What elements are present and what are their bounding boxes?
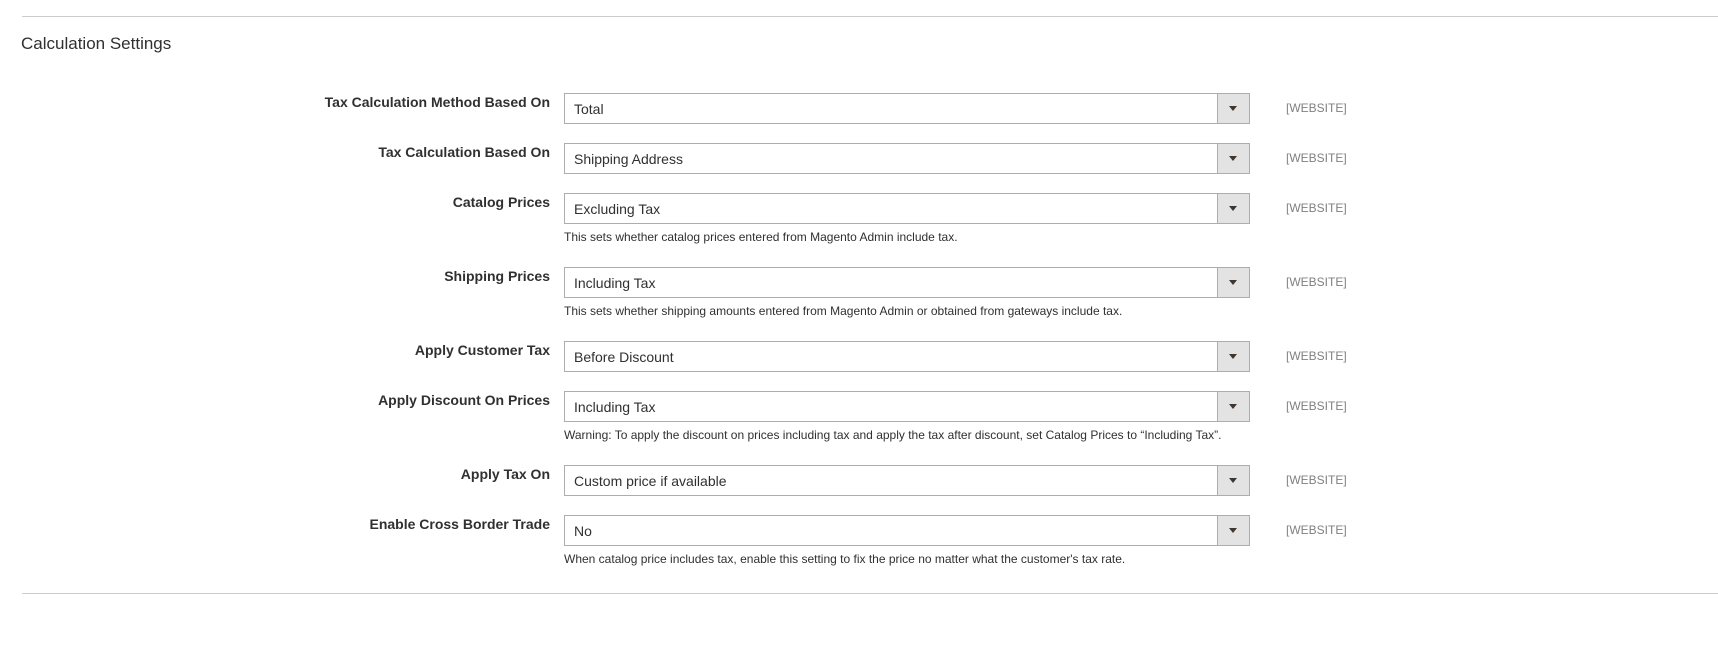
dropdown-button[interactable] [1217, 94, 1249, 123]
setting-row [0, 515, 1718, 566]
selected-value: Custom price if available [574, 473, 727, 489]
setting-select[interactable] [564, 465, 1250, 496]
setting-label: Tax Calculation Based On [378, 144, 550, 160]
scope-label: [WEBSITE] [1286, 523, 1347, 537]
dropdown-button[interactable] [1217, 268, 1249, 297]
setting-note: This sets whether shipping amounts entered from Magento Admin or obtained from gateways include tax. [564, 304, 1123, 318]
selected-value: No [574, 523, 592, 539]
setting-row [0, 341, 1718, 372]
setting-row [0, 143, 1718, 174]
bottom-divider [22, 593, 1718, 594]
selected-value: Including Tax [574, 399, 656, 415]
setting-select[interactable] [564, 193, 1250, 224]
setting-note: This sets whether catalog prices entered from Magento Admin include tax. [564, 230, 958, 244]
scope-label: [WEBSITE] [1286, 201, 1347, 215]
dropdown-button[interactable] [1217, 342, 1249, 371]
setting-row [0, 267, 1718, 318]
setting-label: Tax Calculation Method Based On [324, 94, 550, 110]
setting-select[interactable] [564, 341, 1250, 372]
chevron-down-icon [1229, 106, 1237, 111]
chevron-down-icon [1229, 206, 1237, 211]
settings-form [0, 93, 1718, 589]
dropdown-button[interactable] [1217, 466, 1249, 495]
selected-value: Including Tax [574, 275, 656, 291]
setting-label: Enable Cross Border Trade [369, 516, 550, 532]
setting-select[interactable] [564, 267, 1250, 298]
section-title[interactable]: Calculation Settings [21, 34, 172, 53]
setting-label: Apply Discount On Prices [378, 392, 550, 408]
dropdown-button[interactable] [1217, 144, 1249, 173]
top-divider [22, 16, 1718, 17]
setting-label: Apply Customer Tax [414, 342, 550, 358]
chevron-down-icon [1229, 354, 1237, 359]
setting-row [0, 193, 1718, 244]
selected-value: Before Discount [574, 349, 674, 365]
setting-row [0, 93, 1718, 124]
selected-value: Excluding Tax [574, 201, 661, 217]
setting-row [0, 391, 1718, 442]
chevron-down-icon [1229, 478, 1237, 483]
setting-label: Shipping Prices [444, 268, 550, 284]
scope-label: [WEBSITE] [1286, 151, 1347, 165]
selected-value: Total [574, 101, 604, 117]
setting-select[interactable] [564, 391, 1250, 422]
scope-label: [WEBSITE] [1286, 399, 1347, 413]
scope-label: [WEBSITE] [1286, 275, 1347, 289]
setting-select[interactable] [564, 143, 1250, 174]
setting-note: When catalog price includes tax, enable this setting to fix the price no matter what the customer's tax rate. [564, 552, 1126, 566]
setting-label: Catalog Prices [452, 194, 550, 210]
setting-select[interactable] [564, 515, 1250, 546]
setting-row [0, 465, 1718, 496]
scope-label: [WEBSITE] [1286, 101, 1347, 115]
scope-label: [WEBSITE] [1286, 473, 1347, 487]
setting-label: Apply Tax On [460, 466, 550, 482]
scope-label: [WEBSITE] [1286, 349, 1347, 363]
chevron-down-icon [1229, 156, 1237, 161]
chevron-down-icon [1229, 404, 1237, 409]
dropdown-button[interactable] [1217, 194, 1249, 223]
dropdown-button[interactable] [1217, 392, 1249, 421]
chevron-down-icon [1229, 280, 1237, 285]
setting-select[interactable] [564, 93, 1250, 124]
setting-note: Warning: To apply the discount on prices including tax and apply the tax after discount, set Catalog Prices to “Including Tax”. [564, 428, 1222, 442]
selected-value: Shipping Address [574, 151, 683, 167]
chevron-down-icon [1229, 528, 1237, 533]
dropdown-button[interactable] [1217, 516, 1249, 545]
